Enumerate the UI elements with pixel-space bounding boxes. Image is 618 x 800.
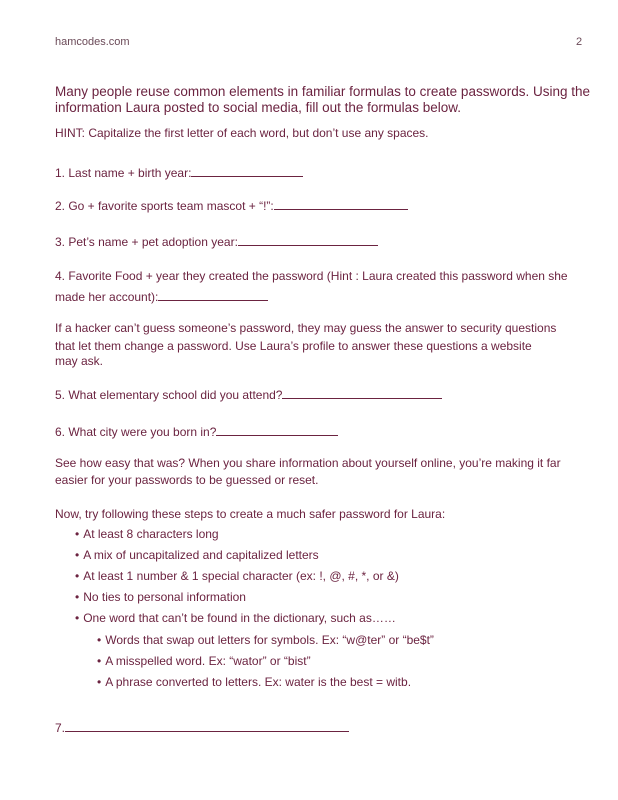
easy-para-line2: easier for your passwords to be guessed or reset. xyxy=(55,473,319,487)
answer-5-blank[interactable] xyxy=(282,386,442,399)
question-2-label: 2. Go + favorite sports team mascot + “!”: xyxy=(55,199,274,213)
question-5 xyxy=(55,386,442,402)
substep-item: • A misspelled word. Ex: “wator” or “bist” xyxy=(97,653,434,674)
substeps-list xyxy=(97,632,434,695)
steps-intro: Now, try following these steps to create a much safer password for Laura: xyxy=(55,507,446,521)
question-7-label: 7. xyxy=(55,721,66,735)
answer-4-blank[interactable] xyxy=(158,288,268,301)
question-3-label: 3. Pet’s name + pet adoption year: xyxy=(55,235,238,249)
step-item: • At least 8 characters long xyxy=(75,526,399,547)
question-4-line2 xyxy=(55,288,268,304)
answer-7-blank[interactable] xyxy=(65,719,349,732)
steps-list xyxy=(75,526,399,631)
step-item: • No ties to personal information xyxy=(75,589,399,610)
security-para-line3: may ask. xyxy=(55,354,104,368)
question-1-label: 1. Last name + birth year: xyxy=(55,166,192,180)
page-number: 2 xyxy=(576,36,583,48)
easy-para-line1: See how easy that was? When you share information about yourself online, you’re making it far xyxy=(55,456,561,470)
answer-6-blank[interactable] xyxy=(216,423,338,436)
question-5-label: 5. What elementary school did you attend? xyxy=(55,388,283,402)
hint-text: HINT: Capitalize the first letter of each word, but don’t use any spaces. xyxy=(55,126,429,140)
intro-text: Many people reuse common elements in familiar formulas to create passwords. Using the information Laura posted to social media, fill out the formulas below. xyxy=(55,84,590,115)
question-1 xyxy=(55,164,303,180)
question-6-label: 6. What city were you born in? xyxy=(55,425,217,439)
site-name: hamcodes.com xyxy=(55,36,130,48)
question-4-label: made her account): xyxy=(55,290,159,304)
security-para-line1: If a hacker can’t guess someone’s password, they may guess the answer to security questions xyxy=(55,321,557,335)
answer-2-blank[interactable] xyxy=(274,197,408,210)
answer-1-blank[interactable] xyxy=(191,164,303,177)
question-2 xyxy=(55,197,408,213)
substep-item: • A phrase converted to letters. Ex: water is the best = witb. xyxy=(97,674,434,695)
step-item: • At least 1 number & 1 special character (ex: !, @, #, *, or &) xyxy=(75,568,399,589)
step-item: • A mix of uncapitalized and capitalized letters xyxy=(75,547,399,568)
question-6 xyxy=(55,423,338,439)
question-7 xyxy=(55,719,349,735)
step-item: • One word that can’t be found in the dictionary, such as…… xyxy=(75,610,399,631)
substep-item: • Words that swap out letters for symbols. Ex: “w@ter” or “be$t” xyxy=(97,632,434,653)
question-4-line1: 4. Favorite Food + year they created the password (Hint : Laura created this password when she xyxy=(55,269,568,283)
security-para-line2: that let them change a password. Use Laura’s profile to answer these questions a website xyxy=(55,339,532,353)
answer-3-blank[interactable] xyxy=(238,233,378,246)
question-3 xyxy=(55,233,378,249)
